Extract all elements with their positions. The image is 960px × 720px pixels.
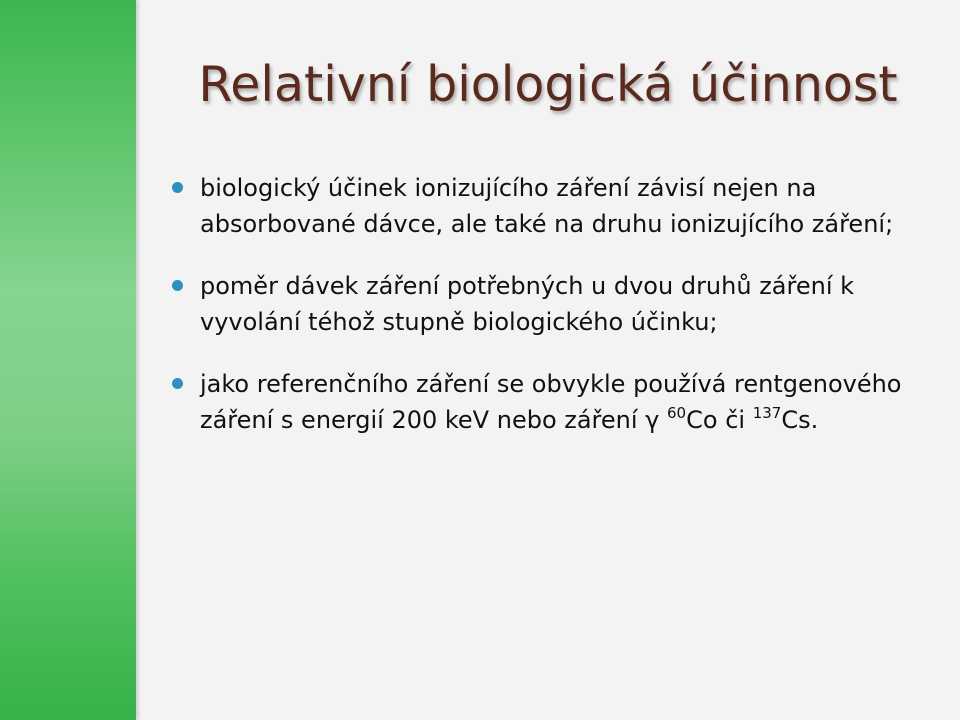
- bullet-text: [200, 370, 901, 434]
- slide-title: Relativní biologická účinnost: [198, 56, 898, 113]
- bullet-item: [168, 268, 908, 340]
- bullet-item: [168, 366, 908, 438]
- bullet-dot-icon: [172, 280, 183, 291]
- bullet-dot-icon: [172, 182, 183, 193]
- bullet-text-main: jako referenčního záření se obvykle používá rentgenového záření s energií 200 keV nebo záření γ: [200, 370, 902, 434]
- conjunction-text: či: [717, 406, 753, 434]
- bullet-dot-icon: [172, 378, 183, 389]
- isotope-mass-cobalt: 60: [667, 404, 687, 422]
- side-decoration-band: [0, 0, 136, 720]
- bullet-text: poměr dávek záření potřebných u dvou druhů záření k vyvolání téhož stupně biologického účinku;: [200, 272, 855, 336]
- bullet-list: [168, 170, 908, 464]
- isotope-symbol-cesium: Cs.: [781, 406, 819, 434]
- isotope-mass-cesium: 137: [752, 404, 782, 422]
- bullet-item: [168, 170, 908, 242]
- isotope-symbol-cobalt: Co: [686, 406, 718, 434]
- bullet-text: biologický účinek ionizujícího záření závisí nejen na absorbované dávce, ale také na druhu ionizujícího záření;: [200, 174, 894, 238]
